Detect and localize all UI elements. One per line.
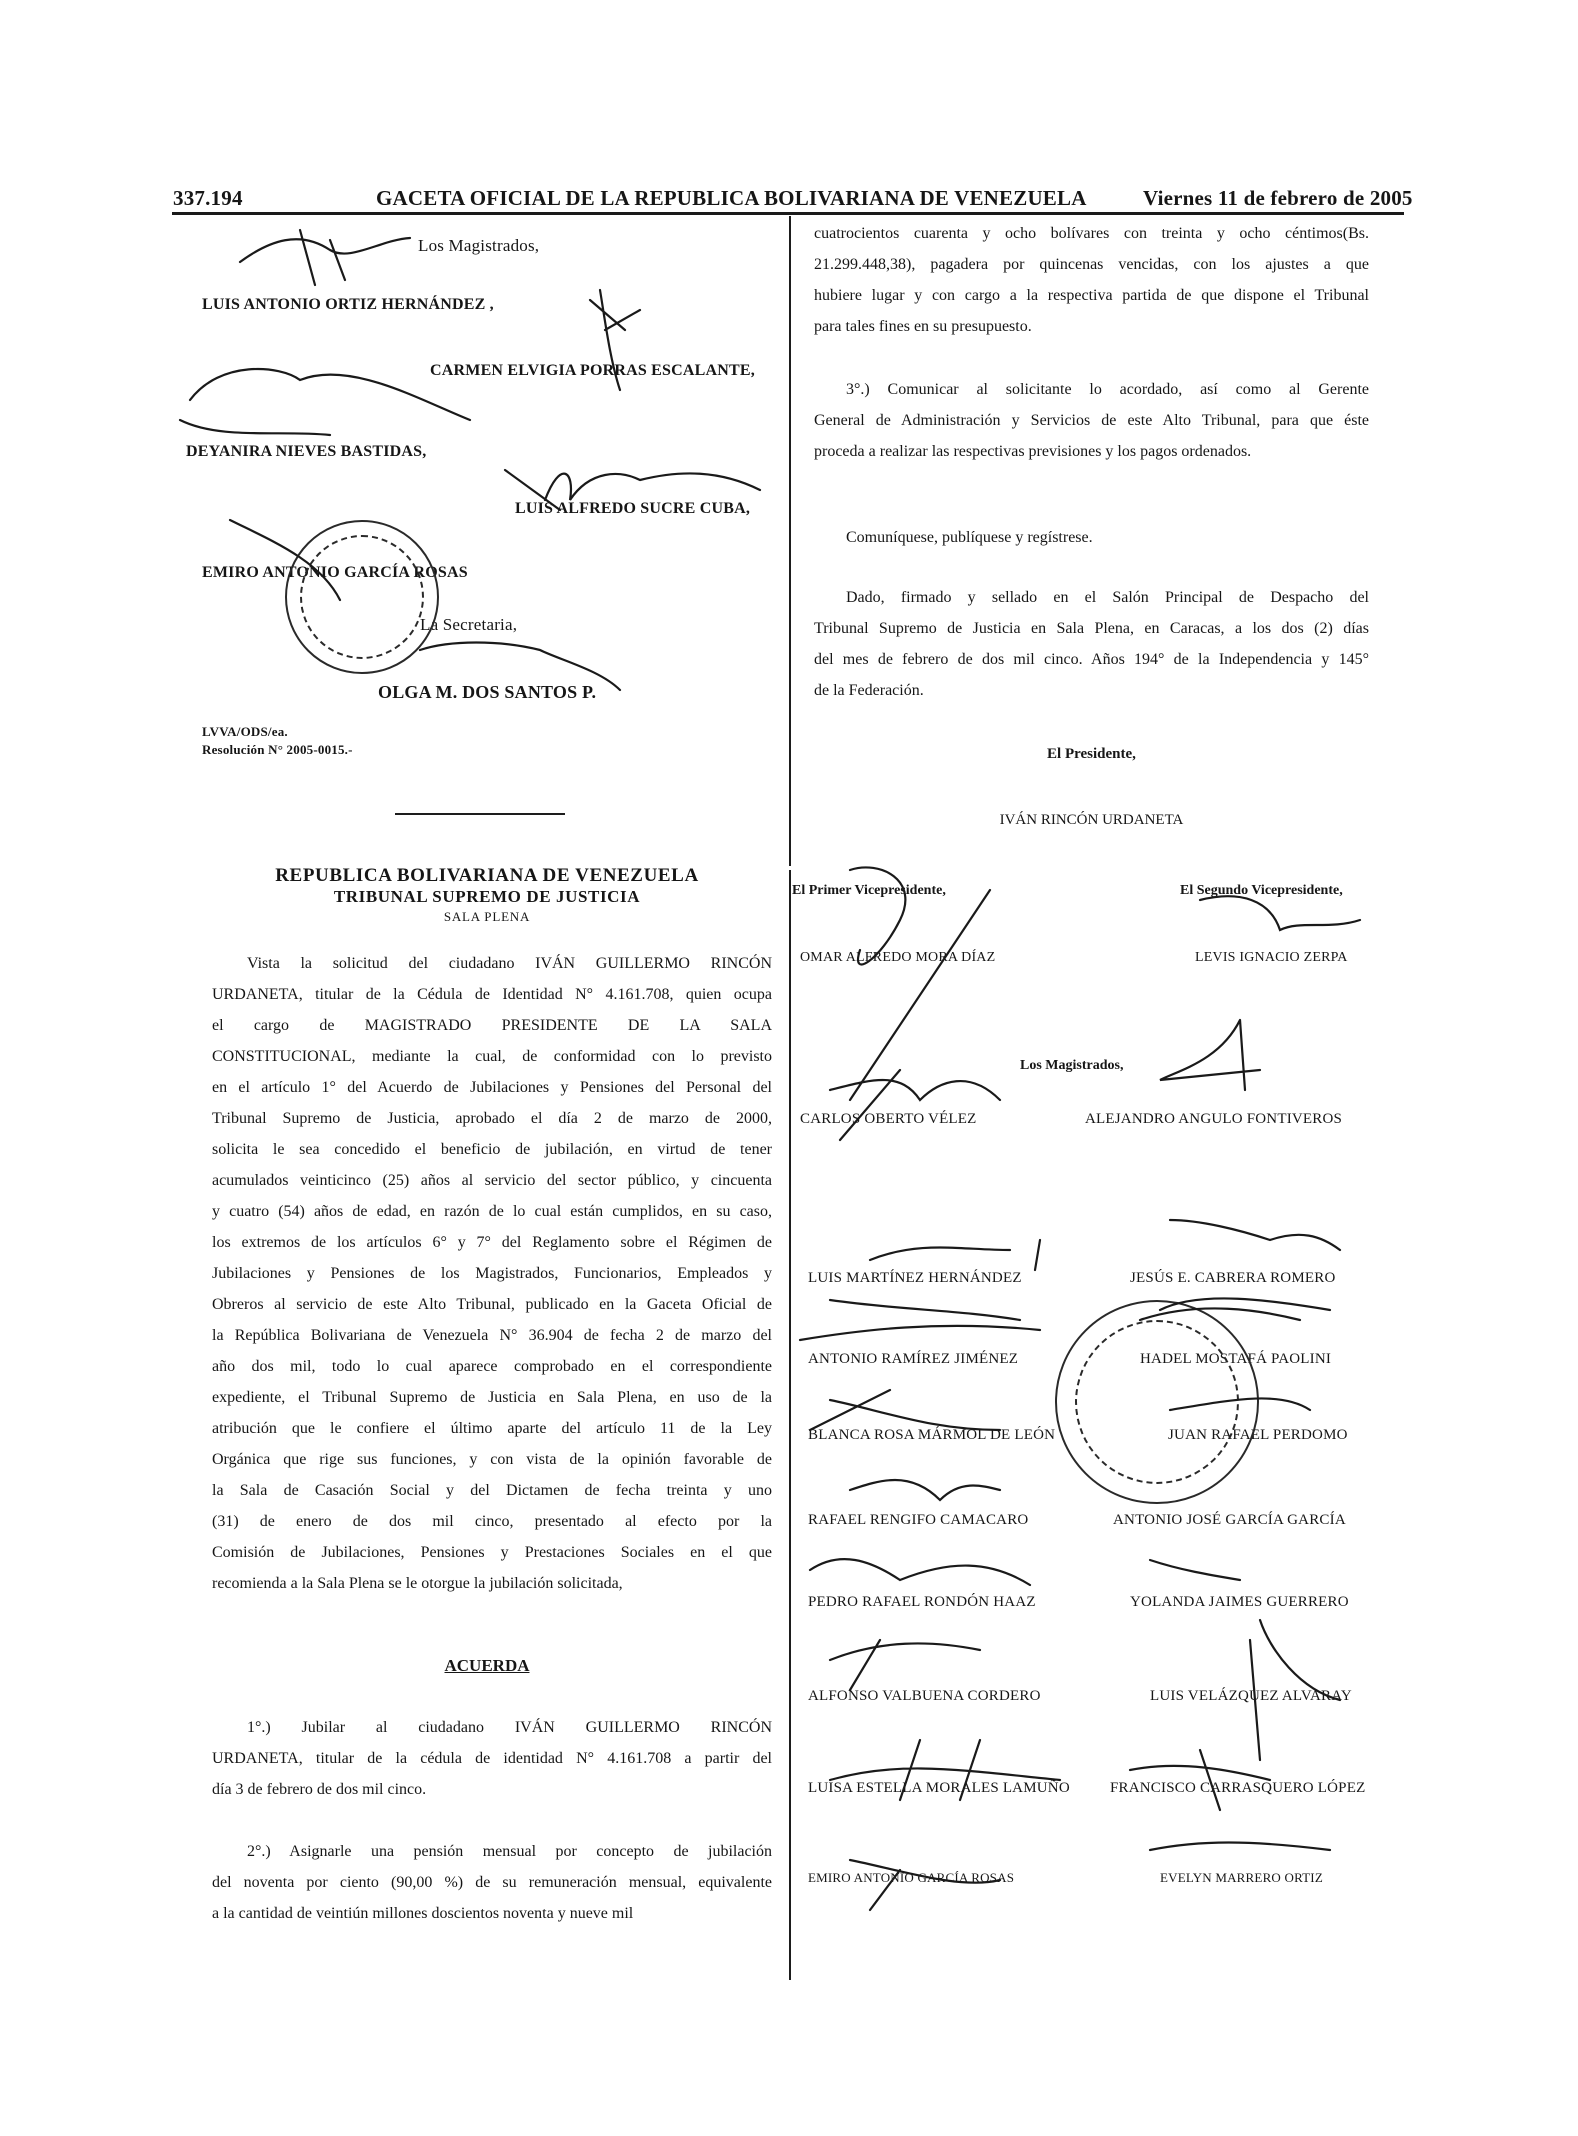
text-line: año dos mil, todo lo cual aparece comprobado en el correspondiente xyxy=(212,1358,772,1375)
section-divider xyxy=(395,813,565,815)
magistrate-name: HADEL MOSTAFÁ PAOLINI xyxy=(1140,1351,1332,1367)
text-line: del mes de febrero de dos mil cinco. Años 194° de la Independencia y 145° xyxy=(814,651,1369,668)
text-line: del noventa por ciento (90,00 %) de su remuneración mensual, equivalente xyxy=(212,1874,772,1891)
magistrate-name: ALFONSO VALBUENA CORDERO xyxy=(808,1688,1041,1704)
signatory-name: LUIS ANTONIO ORTIZ HERNÁNDEZ , xyxy=(202,296,494,313)
text-line: expediente, el Tribunal Supremo de Justicia en Sala Plena, en uso de la xyxy=(212,1389,772,1406)
issue-date: Viernes 11 de febrero de 2005 xyxy=(1143,186,1413,210)
text-line: URDANETA, titular de la cédula de identidad N° 4.161.708 a partir del xyxy=(212,1750,772,1767)
text-line: 3°.) Comunicar al solicitante lo acordado, así como al Gerente xyxy=(846,381,1369,398)
magistrate-name: YOLANDA JAIMES GUERRERO xyxy=(1130,1594,1349,1610)
signature-stroke xyxy=(850,867,990,1100)
text-line: acumulados veinticinco (25) años al servicio del sector público, y cincuenta xyxy=(212,1172,772,1189)
text-line: los extremos de los artículos 6° y 7° del Reglamento sobre el Régimen de xyxy=(212,1234,772,1251)
vp2-name: LEVIS IGNACIO ZERPA xyxy=(1195,950,1348,965)
text-line: para tales fines en su presupuesto. xyxy=(814,318,1032,335)
signature-stroke xyxy=(1160,1020,1260,1090)
gazette-title: GACETA OFICIAL DE LA REPUBLICA BOLIVARIANA DE VENEZUELA xyxy=(376,186,1087,210)
text-line: 1°.) Jubilar al ciudadano IVÁN GUILLERMO RINCÓN xyxy=(247,1719,772,1736)
text-line: a la cantidad de veintiún millones doscientos noventa y nueve mil xyxy=(212,1905,634,1922)
dado-paragraph xyxy=(814,582,1369,706)
item-3 xyxy=(814,374,1369,467)
signature-stroke xyxy=(810,1390,1000,1430)
magistrados-label-right: Los Magistrados, xyxy=(1020,1058,1124,1073)
paragraph-considerandos xyxy=(212,948,772,1599)
text-line: recomienda a la Sala Plena se le otorgue la jubilación solicitada, xyxy=(212,1575,623,1592)
signature-stroke xyxy=(870,1240,1040,1270)
text-line: día 3 de febrero de dos mil cinco. xyxy=(212,1781,427,1798)
comuniquese: Comuníquese, publíquese y regístrese. xyxy=(846,529,1093,546)
signature-stroke xyxy=(180,369,470,435)
text-line: Tribunal Supremo de Justicia, aprobado el día 2 de marzo de 2000, xyxy=(212,1110,772,1127)
text-line: el cargo de MAGISTRADO PRESIDENTE DE LA SALA xyxy=(212,1017,772,1034)
text-line: y cuatro (54) años de edad, en razón de lo cual están cumplidos, en su caso, xyxy=(212,1203,772,1220)
text-line: URDANETA, titular de la Cédula de Identidad N° 4.161.708, quien ocupa xyxy=(212,986,772,1003)
text-line: Dado, firmado y sellado en el Salón Principal de Despacho del xyxy=(846,589,1369,606)
acuerda-heading: ACUERDA xyxy=(444,1656,530,1675)
text-line: (31) de enero de dos mil cinco, presentado al efecto por la xyxy=(212,1513,772,1530)
magistrate-name: JESÚS E. CABRERA ROMERO xyxy=(1130,1270,1336,1286)
text-line: 2°.) Asignarle una pensión mensual por concepto de jubilación xyxy=(247,1843,772,1860)
header-rule xyxy=(172,212,1404,215)
text-line: proceda a realizar las respectivas previsiones y los pagos ordenados. xyxy=(814,443,1252,460)
doc-heading-tribunal: TRIBUNAL SUPREMO DE JUSTICIA xyxy=(333,887,641,906)
magistrate-name: LUIS VELÁZQUEZ ALVARAY xyxy=(1150,1688,1352,1704)
vp1-label: El Primer Vicepresidente, xyxy=(792,883,946,898)
magistrate-name: EMIRO ANTONIO GARCÍA ROSAS xyxy=(808,1870,1015,1885)
magistrate-name: LUIS MARTÍNEZ HERNÁNDEZ xyxy=(808,1270,1022,1286)
text-line: cuatrocientos cuarenta y ocho bolívares con treinta y ocho céntimos(Bs. xyxy=(814,225,1369,242)
text-line: CONSTITUCIONAL, mediante la cual, de conformidad con lo previsto xyxy=(212,1048,772,1065)
text-line: solicita le sea concedido el beneficio de jubilación, en virtud de tener xyxy=(212,1141,772,1158)
item-2-continuation xyxy=(814,218,1369,342)
presidente-name: IVÁN RINCÓN URDANETA xyxy=(999,812,1184,828)
vp1-name: OMAR ALFREDO MORA DÍAZ xyxy=(800,950,996,965)
vp2-label: El Segundo Vicepresidente, xyxy=(1180,883,1343,898)
magistrate-name: ANTONIO RAMÍREZ JIMÉNEZ xyxy=(808,1351,1019,1367)
text-line: la República Bolivariana de Venezuela N° 36.904 de fecha 2 de marzo del xyxy=(212,1327,772,1344)
signature-stroke xyxy=(810,1559,1030,1585)
signatory-name: CARMEN ELVIGIA PORRAS ESCALANTE, xyxy=(430,362,755,379)
signature-stroke xyxy=(1150,1843,1330,1851)
text-line: en el artículo 1° del Acuerdo de Jubilaciones y Pensiones del Personal del xyxy=(212,1079,772,1096)
signatory-name: LUIS ALFREDO SUCRE CUBA, xyxy=(515,500,751,517)
item-1 xyxy=(212,1712,772,1805)
resolution-number: Resolución N° 2005-0015.- xyxy=(202,742,353,757)
signature-stroke xyxy=(850,1480,1000,1500)
presidente-label: El Presidente, xyxy=(1047,746,1136,762)
page-number: 337.194 xyxy=(173,186,243,210)
text-line: atribución que le confiere el último aparte del artículo 11 de la Ley xyxy=(212,1420,772,1437)
signature-stroke xyxy=(1150,1560,1240,1580)
magistrate-name: CARLOS OBERTO VÉLEZ xyxy=(800,1111,977,1127)
signature-stroke xyxy=(830,1640,980,1690)
text-line: General de Administración y Servicios de este Alto Tribunal, para que éste xyxy=(814,412,1369,429)
text-line: Jubilaciones y Pensiones de los Magistrados, Funcionarios, Empleados y xyxy=(212,1265,772,1282)
magistrate-name: ANTONIO JOSÉ GARCÍA GARCÍA xyxy=(1113,1512,1346,1528)
signature-stroke xyxy=(800,1300,1040,1340)
signature-stroke xyxy=(240,230,410,285)
text-line: Vista la solicitud del ciudadano IVÁN GUILLERMO RINCÓN xyxy=(247,955,772,972)
doc-heading-republic: REPUBLICA BOLIVARIANA DE VENEZUELA xyxy=(275,865,699,886)
magistrate-name: LUISA ESTELLA MORALES LAMUÑO xyxy=(808,1780,1070,1796)
secretaria-label: La Secretaria, xyxy=(420,615,518,634)
signature-stroke xyxy=(1200,896,1360,930)
column-divider-top xyxy=(789,216,791,866)
signature-stroke xyxy=(830,1070,1000,1140)
signature-stroke xyxy=(1170,1220,1340,1250)
text-line: Orgánica que rige sus funciones, y con vista de la opinión favorable de xyxy=(212,1451,772,1468)
text-line: Tribunal Supremo de Justicia en Sala Plena, en Caracas, a los dos (2) días xyxy=(814,620,1369,637)
column-divider-bottom xyxy=(789,870,791,1980)
tribunal-seal-right-inner xyxy=(1075,1320,1239,1484)
magistrate-name: FRANCISCO CARRASQUERO LÓPEZ xyxy=(1110,1780,1366,1796)
text-line: la Sala de Casación Social y del Dictamen de fecha treinta y uno xyxy=(212,1482,772,1499)
magistrate-name: EVELYN MARRERO ORTIZ xyxy=(1160,1870,1323,1885)
text-line: de la Federación. xyxy=(814,682,924,699)
magistrate-name: ALEJANDRO ANGULO FONTIVEROS xyxy=(1085,1111,1343,1127)
reference-code: LVVA/ODS/ea. xyxy=(202,724,288,739)
magistrate-name: JUAN RAFAEL PERDOMO xyxy=(1168,1427,1348,1443)
signatory-name: EMIRO ANTONIO GARCÍA ROSAS xyxy=(202,564,468,581)
tribunal-seal-inner xyxy=(300,535,424,659)
text-line: hubiere lugar y con cargo a la respectiva partida de que dispone el Tribunal xyxy=(814,287,1369,304)
item-2 xyxy=(212,1836,772,1929)
doc-heading-sala: SALA PLENA xyxy=(443,909,531,924)
magistrate-name: RAFAEL RENGIFO CAMACARO xyxy=(808,1512,1029,1528)
text-line: 21.299.448,38), pagadera por quincenas vencidas, con los ajustes a que xyxy=(814,256,1369,273)
text-line: Comisión de Jubilaciones, Pensiones y Prestaciones Sociales en el que xyxy=(212,1544,772,1561)
magistrados-label: Los Magistrados, xyxy=(418,236,540,255)
signatory-name: DEYANIRA NIEVES BASTIDAS, xyxy=(186,443,427,460)
magistrate-name: BLANCA ROSA MÁRMOL DE LEÓN xyxy=(808,1427,1056,1443)
magistrate-name: PEDRO RAFAEL RONDÓN HAAZ xyxy=(808,1594,1036,1610)
signatory-name: OLGA M. DOS SANTOS P. xyxy=(378,682,597,702)
text-line: Obreros al servicio de este Alto Tribunal, publicado en la Gaceta Oficial de xyxy=(212,1296,772,1313)
